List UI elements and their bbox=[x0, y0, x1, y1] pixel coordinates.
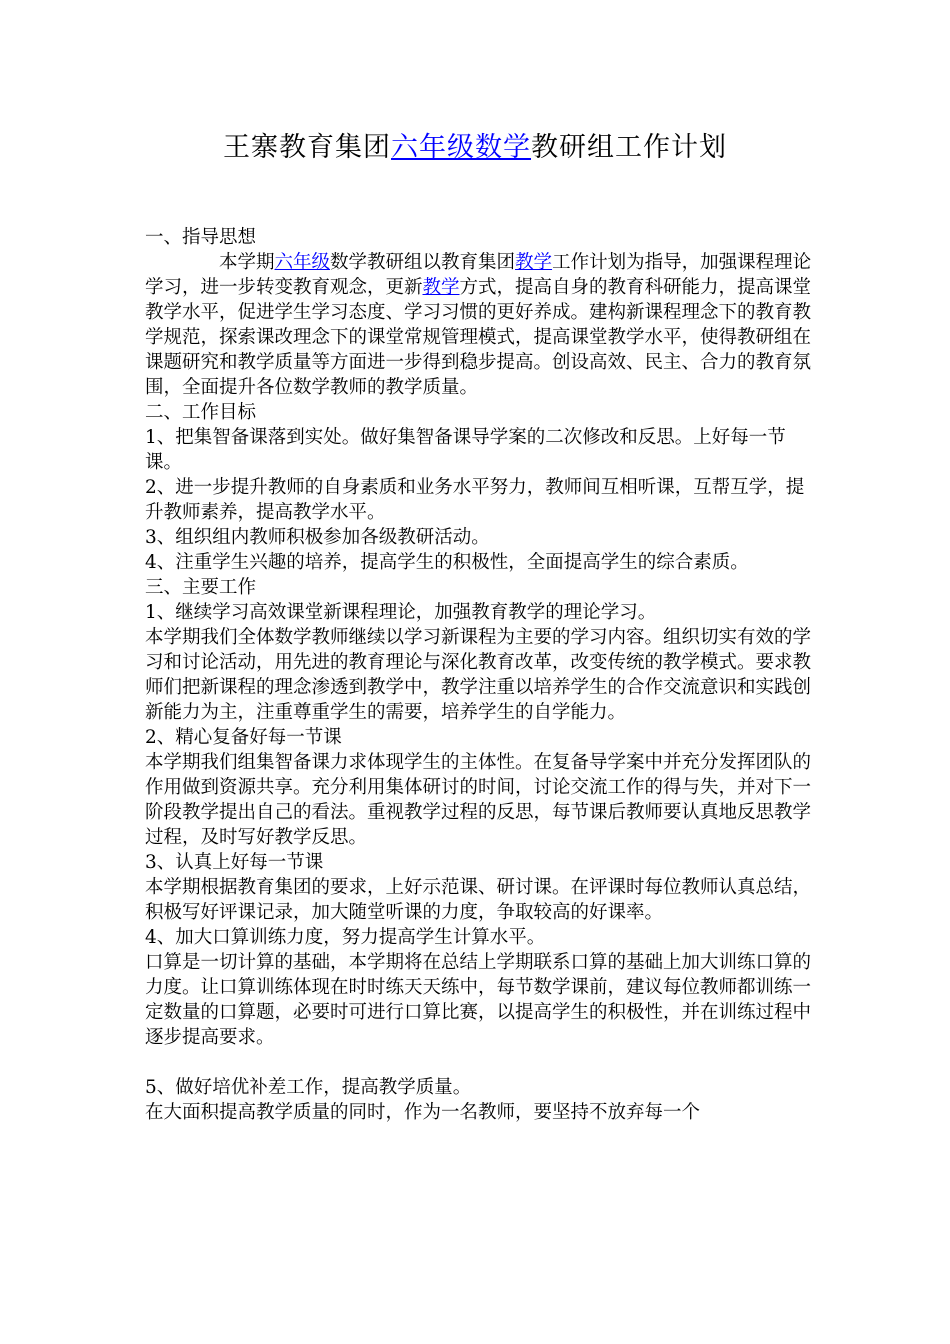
guiding-thought-paragraph bbox=[145, 250, 815, 400]
work-item-text: 本学期根据教育集团的要求，上好示范课、研讨课。在评课时每位教师认真总结，积极写好评课记录，加大随堂听课的力度，争取较高的好课率。 bbox=[145, 877, 812, 923]
work-item-title: 2、精心复备好每一节课 bbox=[145, 727, 342, 748]
text-run: 数学教研组以教育集团 bbox=[330, 252, 516, 273]
link-teaching[interactable]: 教学 bbox=[515, 252, 553, 273]
work-item-title: 5、做好培优补差工作，提高教学质量。 bbox=[145, 1077, 472, 1098]
work-item-title: 3、认真上好每一节课 bbox=[145, 852, 324, 873]
title-link-grade-math[interactable]: 六年级数学 bbox=[391, 132, 531, 163]
title-prefix: 王寨教育集团 bbox=[223, 132, 391, 163]
work-item-text: 本学期我们全体数学教师继续以学习新课程为主要的学习内容。组织切实有效的学习和讨论活动，用先进的教育理论与深化教育改革，改变传统的教学模式。要求教师们把新课程的理念渗透到教学中，教学注重以培养学生的合作交流意识和实践创新能力为主，注重尊重学生的需要，培养学生的自学能力。 bbox=[145, 627, 812, 723]
blank-line bbox=[145, 1050, 815, 1075]
work-item-text: 本学期我们组集智备课力求体现学生的主体性。在复备导学案中并充分发挥团队的作用做到资源共享。充分利用集体研讨的时间，讨论交流工作的得与失，并对下一阶段教学提出自己的看法。重视教学过程的反思，每节课后教师要认真地反思教学过程，及时写好教学反思。 bbox=[145, 752, 812, 848]
goal-item: 4、注重学生兴趣的培养，提高学生的积极性，全面提高学生的综合素质。 bbox=[145, 552, 749, 573]
goal-item: 2、进一步提升教师的自身素质和业务水平努力，教师间互相听课，互帮互学，提升教师素养，提高教学水平。 bbox=[145, 477, 805, 523]
goal-item: 3、组织组内教师积极参加各级教研活动。 bbox=[145, 527, 490, 548]
document-body bbox=[145, 225, 815, 1125]
section-heading-guiding-thought: 一、指导思想 bbox=[145, 227, 257, 248]
text-run: 工作计划为指导，加强课程理论学习，进一步转变教育观念，更新 bbox=[145, 252, 812, 298]
link-teaching-2[interactable]: 教学 bbox=[422, 277, 460, 298]
text-run: 本学期 bbox=[219, 252, 275, 273]
work-item-text: 口算是一切计算的基础，本学期将在总结上学期联系口算的基础上加大训练口算的力度。让口算训练体现在时时练天天练中，每节数学课前，建议每位教师都训练一定数量的口算题，必要时可进行口算比赛，以提高学生的积极性，并在训练过程中逐步提高要求。 bbox=[145, 952, 812, 1048]
work-item-text: 在大面积提高教学质量的同时，作为一名教师，要坚持不放弃每一个 bbox=[145, 1102, 701, 1123]
page-title bbox=[0, 128, 950, 168]
section-heading-goals: 二、工作目标 bbox=[145, 402, 257, 423]
goal-item: 1、把集智备课落到实处。做好集智备课导学案的二次修改和反思。上好每一节课。 bbox=[145, 427, 786, 473]
text-run: 方式，提高自身的教育科研能力，提高课堂教学水平，促进学生学习态度、学习习惯的更好养成。建构新课程理念下的教育教学规范，探索课改理念下的课堂常规管理模式，提高课堂教学水平，使得教研组在课题研究和教学质量等方面进一步得到稳步提高。创设高效、民主、合力的教育氛围，全面提升各位数学教师的教学质量。 bbox=[145, 277, 812, 398]
work-item-title: 4、加大口算训练力度，努力提高学生计算水平。 bbox=[145, 927, 546, 948]
title-suffix: 教研组工作计划 bbox=[531, 132, 727, 163]
link-grade-six[interactable]: 六年级 bbox=[274, 252, 331, 273]
section-heading-main-work: 三、主要工作 bbox=[145, 577, 257, 598]
work-item-title: 1、继续学习高效课堂新课程理论，加强教育教学的理论学习。 bbox=[145, 602, 657, 623]
